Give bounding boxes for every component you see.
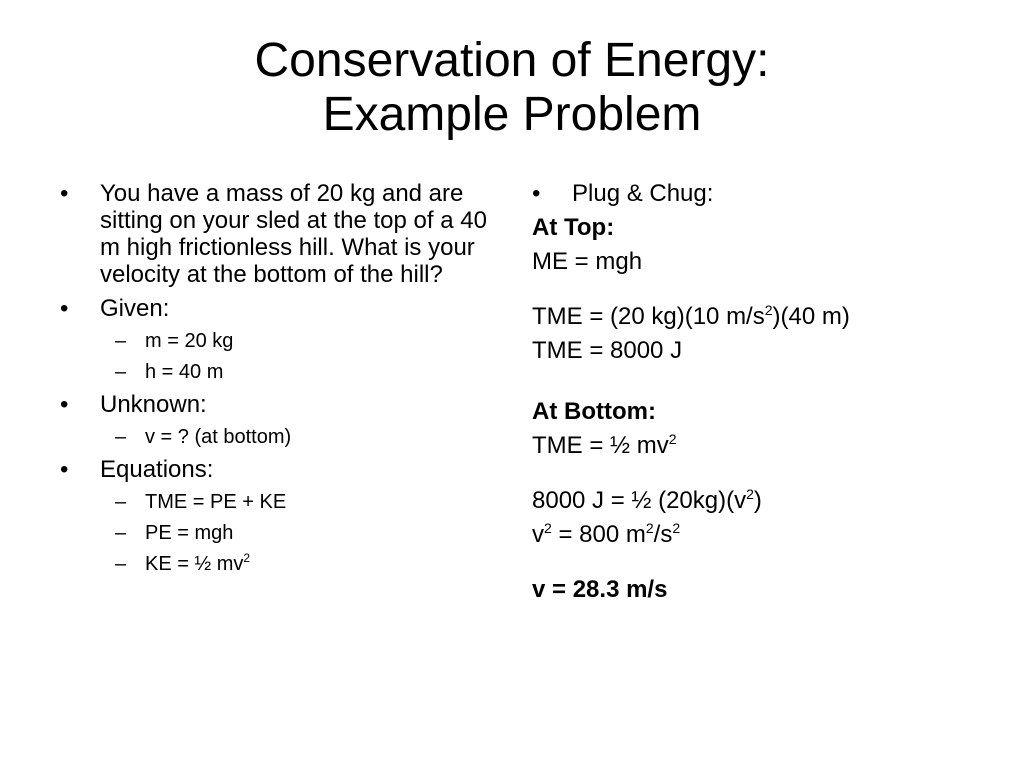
slide-title [60,34,964,142]
final-answer: v = 28.3 m/s [532,576,668,603]
right-column [532,180,972,610]
given-item-text: m = 20 kg [145,330,234,352]
bullet-plug-and-chug [532,180,972,207]
exponent: 2 [668,431,677,447]
v-squared-equation [532,521,972,548]
given-item-text: h = 40 m [145,361,224,383]
equation-item [60,521,490,545]
energy-eq-end: ) [753,487,762,514]
tme-bottom-equation [532,432,972,459]
bullet-dot: • [60,391,69,418]
dash-marker: – [115,553,127,575]
energy-equation [532,487,972,514]
tme-calculation [532,303,972,330]
title-line-1: Conservation of Energy: [254,34,770,87]
bullet-dot: • [60,295,69,322]
unknown-item [60,425,490,449]
plug-label: Plug & Chug: [572,180,714,207]
dash-marker: – [115,426,127,448]
bullet-given [60,295,490,322]
v2-part-c: /s [653,521,673,548]
spacer [532,371,972,398]
bullet-unknown [60,391,490,418]
given-label: Given: [100,295,170,322]
spacer [532,555,972,576]
equation-text: TME = PE + KE [145,491,287,513]
exponent: 2 [645,520,654,536]
tme-bottom-base: TME = ½ mv [532,432,669,459]
left-column [60,180,490,583]
v2-part-b: = 800 m [551,521,646,548]
exponent: 2 [746,486,754,502]
bullet-equations [60,456,490,483]
bullet-dot: • [60,180,69,207]
equation-item [60,490,490,514]
dash-marker: – [115,330,127,352]
dash-marker: – [115,491,127,513]
bullet-dot: • [60,456,69,483]
bullet-dot: • [532,180,541,207]
given-item [60,360,490,384]
exponent: 2 [764,302,773,318]
equation-text: KE = ½ mv [145,553,244,575]
spacer [532,466,972,487]
energy-eq-part-a: 8000 J = ½ (20kg)(v [532,487,747,514]
exponent: 2 [672,520,681,536]
unknown-label: Unknown: [100,391,207,418]
equation-item [60,552,490,576]
equation-text: PE = mgh [145,522,234,544]
at-top-label: At Top: [532,214,615,241]
bullet-problem [60,180,490,288]
exponent: 2 [544,520,552,536]
dash-marker: – [115,361,127,383]
given-item [60,329,490,353]
exponent: 2 [243,551,251,565]
tme-result: TME = 8000 J [532,337,683,364]
dash-marker: – [115,522,127,544]
tme-calc-part-a: TME = (20 kg)(10 m/s [532,303,765,330]
title-line-2: Example Problem [322,88,702,141]
problem-text: You have a mass of 20 kg and are sitting on your sled at the top of a 40 m high frictionless hill. What is your velocity at the bottom of the hill? [100,180,487,288]
v2-part-a: v [532,521,544,548]
me-equation: ME = mgh [532,248,643,275]
at-bottom-label: At Bottom: [532,398,656,425]
spacer [532,282,972,303]
unknown-item-text: v = ? (at bottom) [145,426,292,448]
tme-calc-part-b: )(40 m) [772,303,850,330]
equations-label: Equations: [100,456,214,483]
